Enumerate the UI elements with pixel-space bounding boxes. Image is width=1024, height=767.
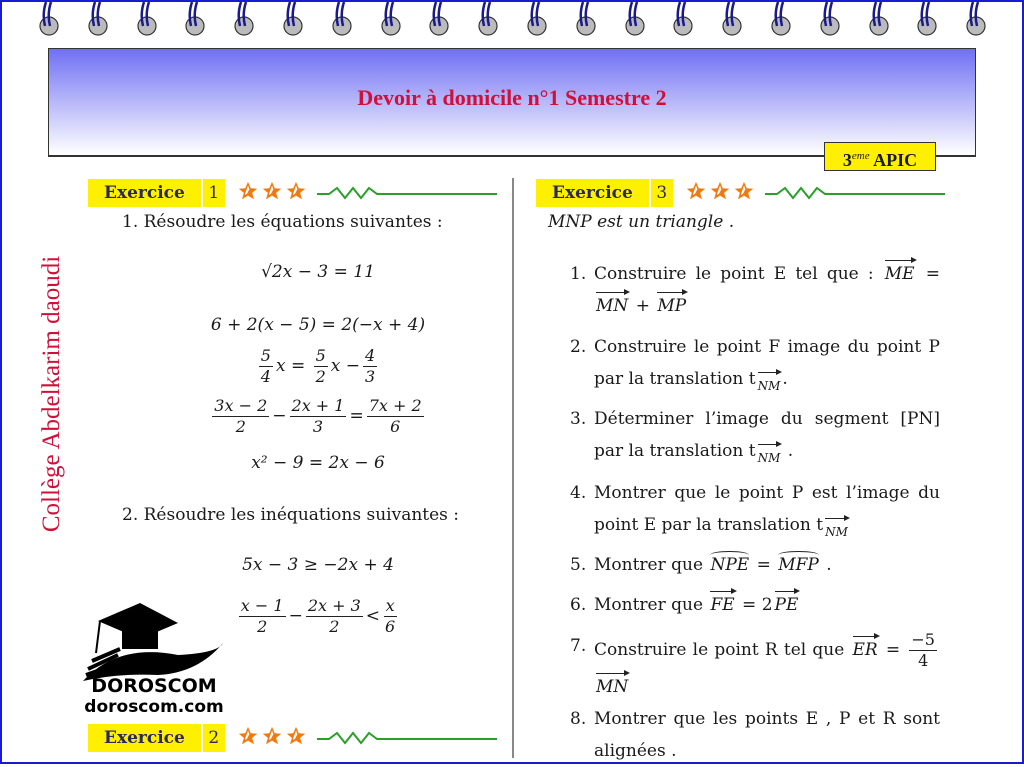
spiral-ring-icon: [965, 2, 987, 36]
numerator: 2x + 1: [291, 396, 345, 415]
item-number: 2.: [570, 337, 587, 357]
ex1-question-2: 2. Résoudre les inéquations suivantes :: [122, 505, 460, 525]
spiral-ring-icon: [672, 2, 694, 36]
school-name: Collège Abdelkarim daoudi: [38, 255, 65, 533]
logo-brand: DOROSCOM: [91, 675, 217, 697]
item-text: [594, 331, 940, 402]
item-number: 1.: [570, 264, 587, 284]
spiral-ring-icon: [184, 2, 206, 36]
denominator: 2: [315, 367, 326, 386]
exercise-2-heading: [88, 724, 497, 752]
logo-site: doroscom.com: [84, 697, 224, 715]
vector: PE: [775, 591, 799, 614]
spiral-ring-icon: [819, 2, 841, 36]
operator: −: [272, 406, 287, 426]
item-number: 5.: [570, 555, 587, 575]
numerator: 2x + 3: [307, 596, 361, 615]
denominator: 4: [260, 367, 271, 386]
ex3-item: [570, 403, 940, 474]
fraction: [909, 630, 937, 671]
operator: <: [365, 606, 381, 626]
numerator: 7x + 2: [368, 396, 422, 415]
vector: ME: [885, 260, 915, 283]
vector: NM: [758, 372, 781, 395]
denominator: 2: [235, 417, 246, 436]
item-number: 4.: [570, 483, 587, 503]
spiral-ring-icon: [136, 2, 158, 36]
exercise-label: Exercice: [88, 179, 201, 207]
spiral-ring-icon: [624, 2, 646, 36]
doroscom-logo: [78, 603, 230, 715]
text: Montrer que: [594, 595, 709, 615]
numerator: x − 1: [240, 596, 284, 615]
ex3-item: [570, 258, 940, 322]
numerator: 5: [315, 346, 326, 365]
text: = 2: [736, 595, 773, 615]
text: Construire le point F image du point P par la translation t: [594, 337, 940, 389]
item-text: [594, 477, 940, 548]
item-number: 8.: [570, 709, 587, 729]
star-icon: [261, 725, 283, 751]
translation-subscript: [823, 525, 850, 539]
ex3-item: [570, 331, 940, 402]
denominator: 4: [918, 651, 929, 670]
star-icon: [237, 180, 259, 206]
zigzag-rule-icon: [765, 186, 945, 200]
spiral-ring-icon: [868, 2, 890, 36]
text: =: [879, 640, 907, 660]
denominator: 2: [329, 617, 340, 636]
spiral-ring-icon: [477, 2, 499, 36]
spiral-ring-icon: [331, 2, 353, 36]
translation-subscript: [756, 451, 783, 465]
text: Montrer que les points E , P et R sont alignées .: [594, 709, 940, 761]
ex3-item: [570, 589, 940, 621]
text: .: [782, 441, 794, 461]
item-text: [594, 703, 940, 767]
text: Construire le point R tel que: [594, 640, 851, 660]
text: .: [782, 369, 788, 389]
zigzag-rule-icon: [317, 186, 497, 200]
ex1-question-1: 1. Résoudre les équations suivantes :: [122, 212, 443, 232]
star-icon: [237, 725, 259, 751]
operator: x =: [275, 356, 311, 376]
angle: NPE: [710, 551, 749, 574]
vector: ER: [853, 636, 878, 659]
text: .: [820, 555, 832, 575]
level-badge: [824, 142, 936, 171]
page-title: Devoir à domicile n°1 Semestre 2: [357, 85, 667, 110]
text: Construire le point E tel que :: [594, 264, 883, 284]
numerator: 5: [260, 346, 271, 365]
ex3-item: [570, 477, 940, 548]
spiral-ring-icon: [87, 2, 109, 36]
ex3-item: [570, 549, 940, 581]
vector: MP: [657, 292, 686, 315]
star-icon: [709, 180, 731, 206]
vector: NM: [825, 518, 848, 541]
text: +: [630, 296, 656, 316]
star-icon: [285, 725, 307, 751]
text: Montrer que le point P est l’image du point E par la translation t: [594, 483, 940, 535]
ex3-intro: [548, 212, 734, 232]
numerator: x: [385, 596, 395, 615]
text: =: [916, 264, 940, 284]
item-number: 7.: [570, 636, 587, 656]
exercise-label: Exercice: [88, 724, 201, 752]
operator: −: [288, 606, 303, 626]
spiral-ring-icon: [575, 2, 597, 36]
item-number: 3.: [570, 409, 587, 429]
vector: NM: [758, 444, 781, 467]
numerator: −5: [911, 630, 935, 649]
operator: =: [349, 406, 364, 426]
difficulty-stars: [237, 180, 307, 206]
equation-3: [130, 346, 506, 387]
difficulty-stars: [685, 180, 755, 206]
text: Montrer que: [594, 555, 709, 575]
item-text: [594, 589, 940, 621]
spiral-ring-icon: [38, 2, 60, 36]
item-text: [594, 403, 940, 474]
denominator: 6: [390, 417, 401, 436]
spiral-ring-icon: [721, 2, 743, 36]
vector: MN: [596, 673, 628, 696]
equation-1: √2x − 3 = 11: [261, 262, 375, 282]
exercise-3-heading: [536, 179, 945, 207]
equation-2: 6 + 2(x − 5) = 2(−x + 4): [210, 315, 426, 335]
exercise-number: 2: [203, 724, 225, 752]
level-sup: eme: [851, 150, 870, 162]
ex3-item: [570, 630, 940, 703]
zigzag-rule-icon: [317, 731, 497, 745]
item-text: [594, 549, 940, 581]
star-icon: [733, 180, 755, 206]
spiral-ring-icon: [526, 2, 548, 36]
item-number: 6.: [570, 595, 587, 615]
translation-subscript: [756, 379, 783, 393]
denominator: 3: [365, 367, 376, 386]
denominator: 6: [385, 617, 396, 636]
spiral-ring-icon: [233, 2, 255, 36]
text: Déterminer l’image du segment [PN] par la translation t: [594, 409, 940, 461]
level-number: 3: [842, 150, 852, 170]
star-icon: [285, 180, 307, 206]
vector: MN: [596, 292, 628, 315]
inequation-1: 5x − 3 ≥ −2x + 4: [242, 555, 394, 575]
ex3-item: [570, 703, 940, 767]
item-text: [594, 258, 940, 322]
exercise-1-heading: [88, 179, 497, 207]
denominator: 2: [257, 617, 268, 636]
spiral-ring-icon: [428, 2, 450, 36]
text: =: [751, 555, 777, 575]
exercise-label: Exercice: [536, 179, 649, 207]
spiral-ring-icon: [770, 2, 792, 36]
header-banner: [48, 48, 976, 157]
exercise-number: 1: [203, 179, 225, 207]
equation-4: [130, 396, 506, 437]
intro-text: MNP est un triangle .: [548, 212, 735, 232]
vector: FE: [710, 591, 734, 614]
spiral-ring-icon: [916, 2, 938, 36]
numerator: 3x − 2: [214, 396, 268, 415]
operator: x −: [330, 356, 361, 376]
spiral-ring-icon: [282, 2, 304, 36]
numerator: 4: [365, 346, 376, 365]
star-icon: [685, 180, 707, 206]
equation-5: x² − 9 = 2x − 6: [251, 453, 385, 473]
exercise-number: 3: [651, 179, 673, 207]
column-divider: [512, 178, 514, 758]
angle: MFP: [778, 551, 819, 574]
difficulty-stars: [237, 725, 307, 751]
denominator: 3: [312, 417, 324, 436]
item-text: [594, 630, 940, 703]
star-icon: [261, 180, 283, 206]
level-name: APIC: [873, 150, 918, 170]
spiral-ring-icon: [380, 2, 402, 36]
